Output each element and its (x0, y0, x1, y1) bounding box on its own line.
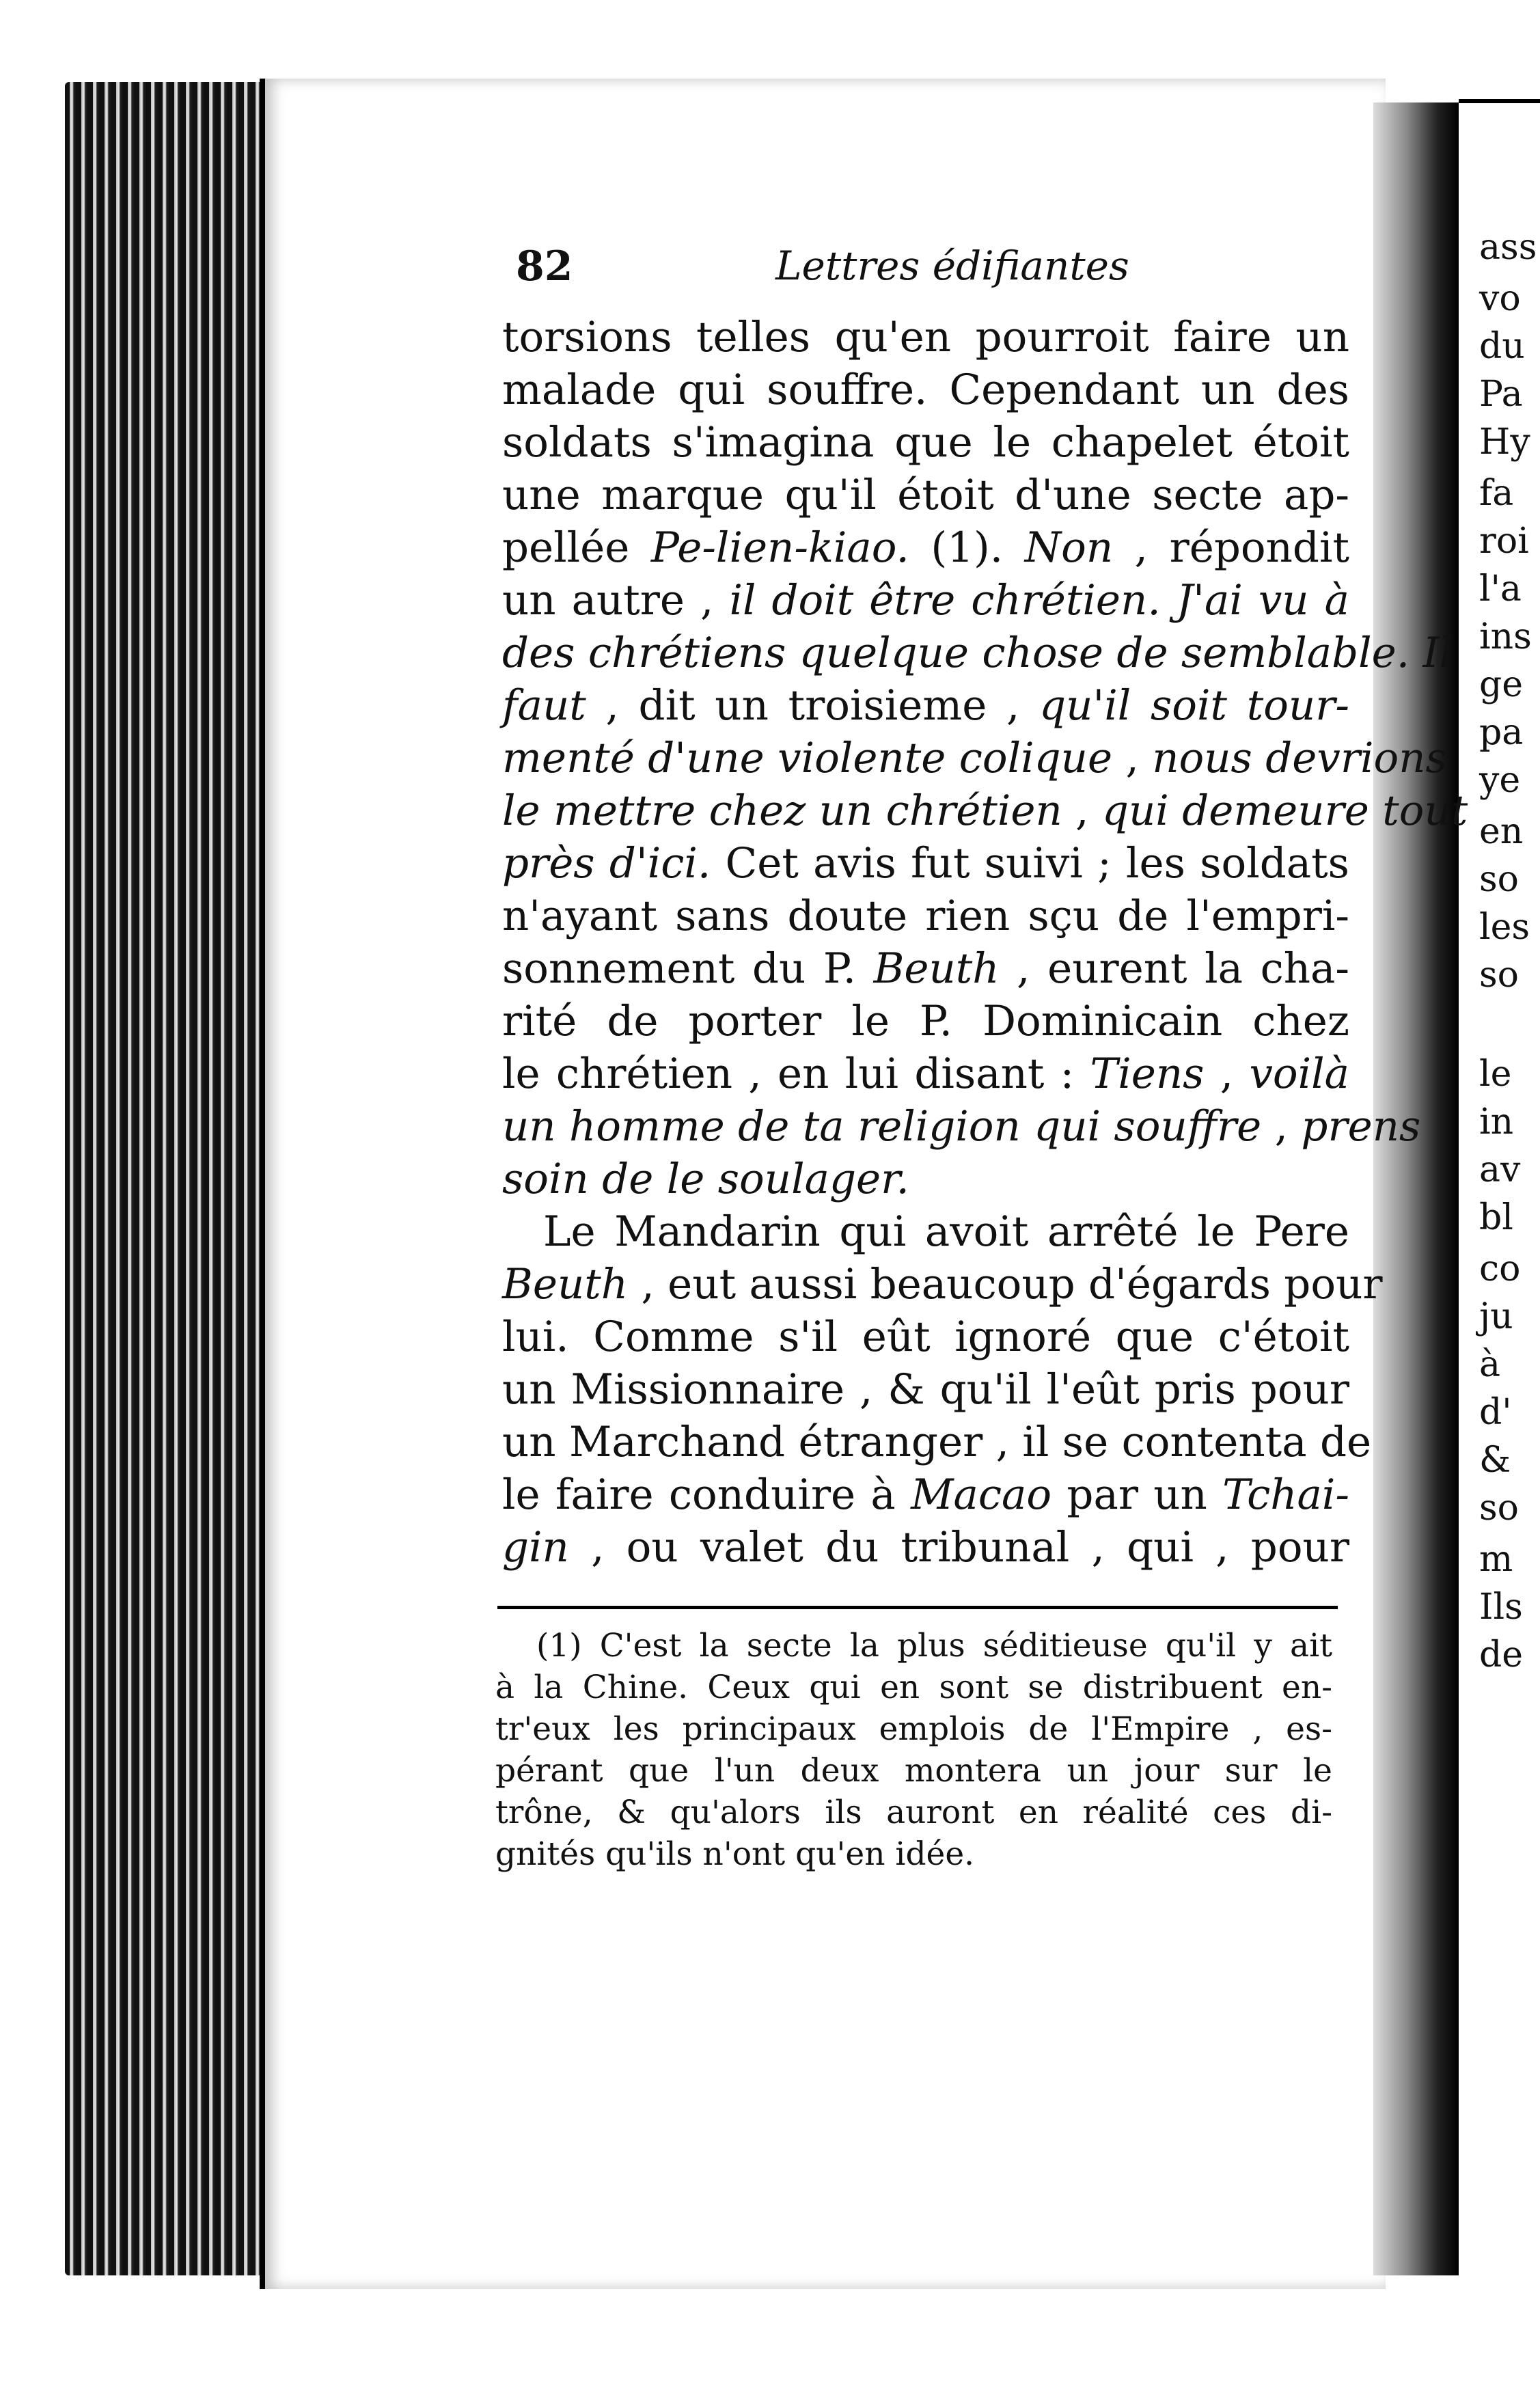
text-run: soin de le soulager. (502, 1155, 909, 1203)
text-run: Pe-lien-kiao. (650, 523, 909, 572)
next-page-text: so (1479, 859, 1519, 900)
next-page-text: à (1479, 1344, 1501, 1385)
next-page-text: de (1479, 1634, 1524, 1675)
next-page-text: in (1479, 1101, 1514, 1142)
body-line (502, 732, 1447, 784)
text-run: malade qui souffre. Cependant un des (502, 366, 1349, 414)
body-line (502, 416, 1349, 469)
text-run: , ou valet du tribunal , qui , pour (568, 1523, 1349, 1572)
body-line (502, 995, 1349, 1048)
body-line (502, 1100, 1421, 1153)
text-run: Beuth (873, 944, 1000, 993)
body-line (502, 784, 1468, 837)
text-run: gin (502, 1523, 569, 1572)
text-run: Tchai- (1222, 1470, 1350, 1519)
footnote-line: trône, & qu'alors ils auront en réalité ces di- (495, 1794, 1332, 1831)
body-line (502, 890, 1349, 942)
next-page-text: co (1479, 1248, 1521, 1289)
next-page-text: Pa (1479, 374, 1523, 415)
footnote-line: (1) C'est la secte la plus séditieuse qu'il y ait (536, 1627, 1332, 1665)
next-page-text: pa (1479, 712, 1524, 753)
text-run: (1). (909, 523, 1025, 572)
text-run: faut (502, 681, 586, 730)
next-page-text: & (1479, 1440, 1511, 1481)
body-line (502, 521, 1349, 574)
text-run: Le Mandarin qui avoit arrêté le Pere (543, 1207, 1349, 1256)
text-run: il doit être chrétien. J'ai vu à (729, 576, 1349, 625)
next-page-text: Ils (1479, 1587, 1523, 1628)
body-line (502, 574, 1349, 627)
next-page-fragment (1459, 99, 1540, 2382)
text-run: , eurent la cha- (999, 944, 1349, 993)
text-run: , (1261, 1102, 1302, 1151)
text-run: le mettre chez un chrétien (502, 786, 1062, 835)
next-page-text: av (1479, 1149, 1521, 1190)
text-run: torsions telles qu'en pourroit faire un (502, 313, 1349, 361)
text-run: nous devrions (1152, 734, 1447, 782)
body-line (502, 364, 1349, 416)
next-page-text: ye (1479, 760, 1521, 801)
next-page-text: roi (1479, 521, 1529, 562)
next-page-text: d' (1479, 1392, 1512, 1433)
text-run: qui demeure tout (1101, 786, 1468, 835)
footnote-line: gnités qu'ils n'ont qu'en idée. (495, 1835, 975, 1873)
text-run: n'ayant sans doute rien sçu de l'empri- (502, 892, 1349, 940)
next-page-text: vo (1479, 278, 1521, 319)
text-run: Cet avis fut suivi ; les soldats (711, 839, 1349, 888)
next-page-text: le (1479, 1054, 1512, 1095)
body-line (502, 942, 1349, 995)
text-run: qu'il soit tour- (1039, 681, 1349, 730)
text-run: le chrétien , en lui disant : (502, 1050, 1090, 1098)
next-page-text: so (1479, 1488, 1519, 1529)
text-run: , (1204, 1050, 1250, 1098)
next-page-text: ge (1479, 664, 1524, 705)
footnote-line: tr'eux les principaux emplois de l'Empire , es- (495, 1710, 1332, 1748)
body-line (502, 1363, 1349, 1416)
text-run: Beuth (502, 1260, 629, 1309)
next-page-text: fa (1479, 473, 1514, 514)
text-run: , eut aussi beaucoup d'égards pour (628, 1260, 1383, 1309)
footnote-line: à la Chine. Ceux qui en sont se distribuent en- (495, 1669, 1332, 1706)
body-line (502, 1048, 1349, 1100)
footnote-rule (497, 1606, 1338, 1609)
text-run: pellée (502, 523, 651, 572)
next-page-text: ins (1479, 616, 1532, 657)
text-run: menté d'une violente colique (502, 734, 1113, 782)
body-line (502, 1416, 1372, 1468)
body-text (502, 311, 1468, 1574)
text-run: Non (1024, 523, 1114, 572)
next-page-text: les (1479, 907, 1530, 948)
body-line (502, 627, 1453, 679)
text-run: sonnement du P. (502, 944, 874, 993)
body-line (502, 469, 1349, 521)
next-page-text: du (1479, 326, 1525, 367)
text-run: , répondit (1113, 523, 1349, 572)
next-page-text: bl (1479, 1197, 1513, 1238)
body-line (502, 1258, 1383, 1311)
body-line (502, 1153, 1349, 1205)
text-run: soldats s'imagina que le chapelet étoit (502, 418, 1349, 467)
text-run: voilà (1249, 1050, 1350, 1098)
body-line (502, 679, 1349, 732)
body-line (502, 1205, 1349, 1258)
footnote (495, 1625, 1332, 1875)
next-page-text: m (1479, 1539, 1513, 1580)
text-run: Tiens (1090, 1050, 1205, 1098)
body-line (502, 1311, 1349, 1363)
text-run: rité de porter le P. Dominicain chez (502, 997, 1349, 1045)
text-run: , (1112, 734, 1153, 782)
next-page-text: en (1479, 811, 1524, 852)
text-run: le faire conduire à (502, 1470, 911, 1519)
next-page-text: so (1479, 955, 1519, 996)
next-page-text: l'a (1479, 569, 1522, 610)
body-line (502, 837, 1349, 890)
text-run: un homme de ta religion qui souffre (502, 1102, 1262, 1151)
text-run: des chrétiens quelque chose de semblable. Il (502, 629, 1453, 677)
body-line (502, 1468, 1349, 1521)
running-title: Lettres édifiantes (775, 243, 1129, 289)
footnote-line: pérant que l'un deux montera un jour sur le (495, 1752, 1332, 1790)
next-page-text: ju (1479, 1296, 1513, 1337)
page-header (516, 243, 1131, 297)
text-run: Macao (911, 1470, 1052, 1519)
body-line (502, 311, 1349, 364)
text-run: par un (1051, 1470, 1223, 1519)
next-page-text: ass (1479, 227, 1537, 268)
page-number: 82 (516, 243, 573, 290)
book-left-edge (65, 82, 290, 2275)
text-run: un Marchand étranger , il se contenta de (502, 1418, 1372, 1466)
text-run: près d'ici. (502, 839, 711, 888)
text-run: , (1062, 786, 1102, 835)
book-gutter (1373, 102, 1459, 2275)
next-page-text: Hy (1479, 422, 1530, 463)
body-line (502, 1521, 1349, 1574)
text-run: , dit un troisieme , (586, 681, 1040, 730)
text-run: prens (1301, 1102, 1421, 1151)
text-run: un autre , (502, 576, 730, 625)
text-run: lui. Comme s'il eût ignoré que c'étoit (502, 1313, 1349, 1361)
text-run: un Missionnaire , & qu'il l'eût pris pour (502, 1365, 1349, 1414)
text-run: une marque qu'il étoit d'une secte ap- (502, 471, 1349, 519)
